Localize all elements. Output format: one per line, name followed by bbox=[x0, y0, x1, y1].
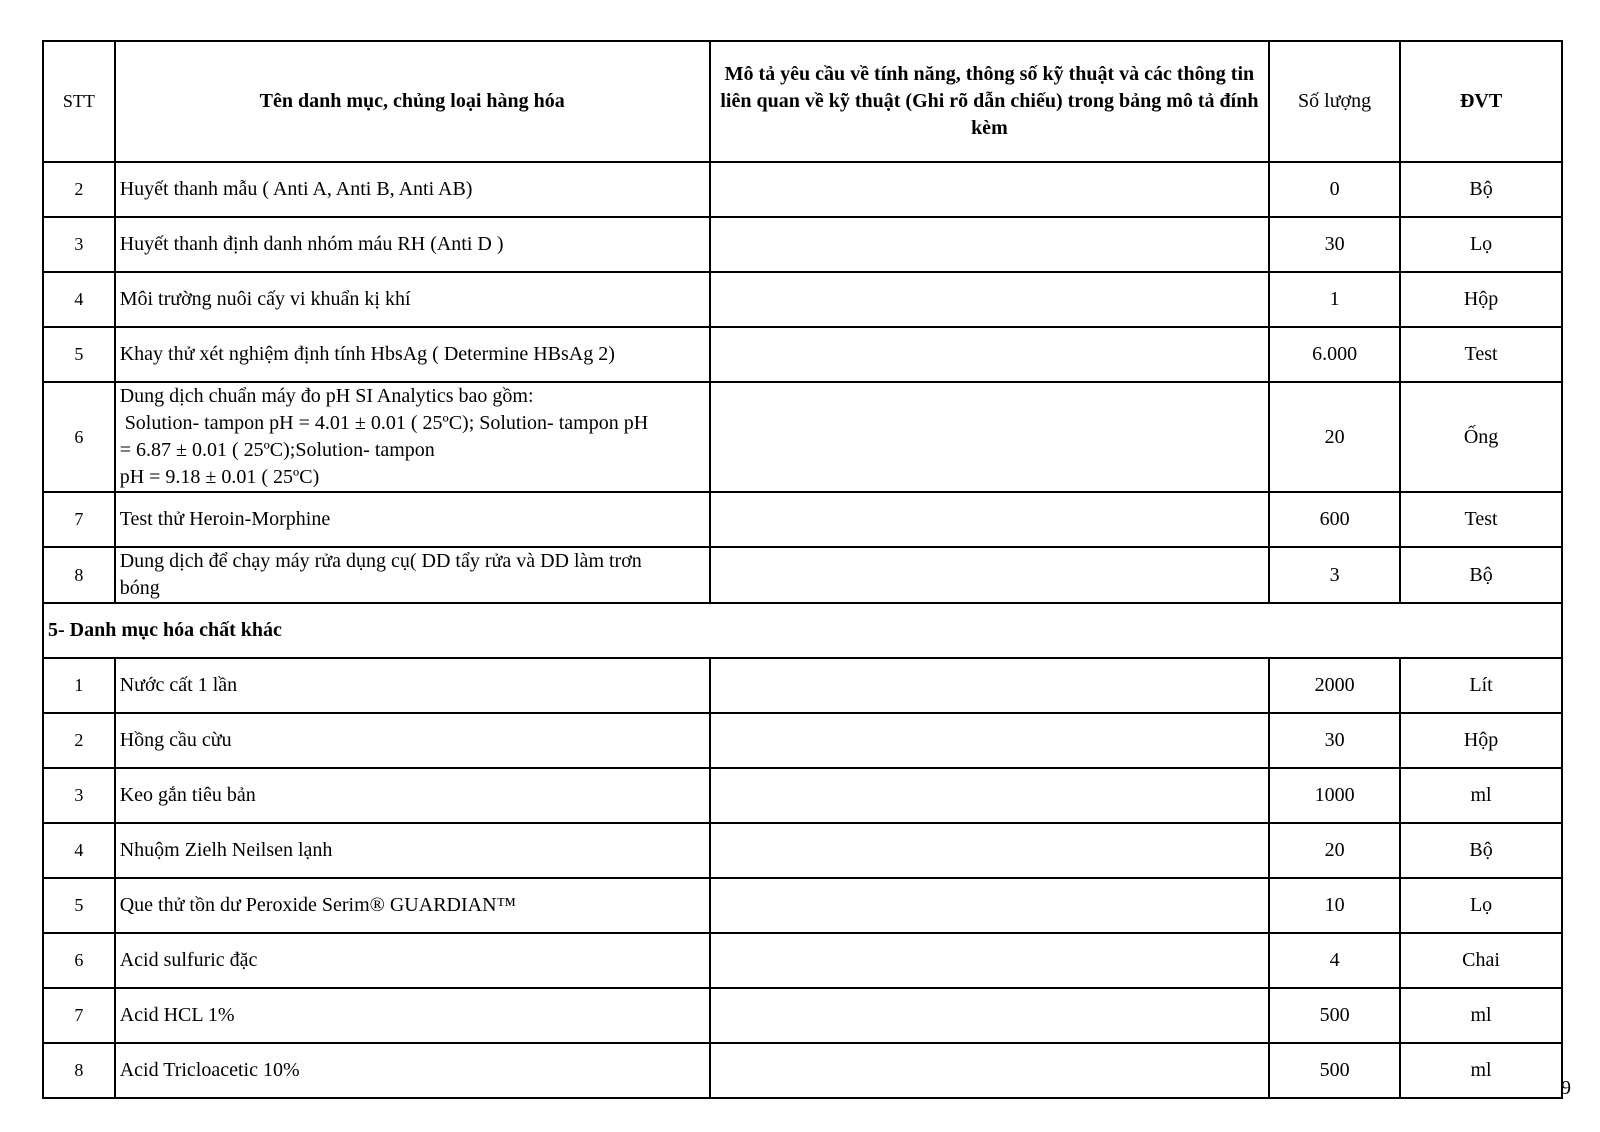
table-row bbox=[43, 713, 1562, 768]
cell-quantity: 500 bbox=[1269, 1043, 1400, 1098]
cell-stt: 8 bbox=[43, 1043, 115, 1098]
header-unit: ĐVT bbox=[1400, 41, 1562, 162]
cell-unit: Lít bbox=[1400, 658, 1562, 713]
page-number: 9 bbox=[1561, 1077, 1571, 1099]
cell-name: Test thử Heroin-Morphine bbox=[115, 492, 710, 547]
cell-unit: Hộp bbox=[1400, 713, 1562, 768]
cell-stt: 4 bbox=[43, 272, 115, 327]
cell-description bbox=[710, 217, 1269, 272]
table-row bbox=[43, 272, 1562, 327]
cell-description bbox=[710, 382, 1269, 492]
cell-stt: 7 bbox=[43, 988, 115, 1043]
cell-quantity: 4 bbox=[1269, 933, 1400, 988]
cell-stt: 8 bbox=[43, 547, 115, 603]
table-row bbox=[43, 382, 1562, 492]
cell-unit: Test bbox=[1400, 327, 1562, 382]
table-row bbox=[43, 547, 1562, 603]
cell-unit: Test bbox=[1400, 492, 1562, 547]
cell-stt: 5 bbox=[43, 327, 115, 382]
cell-stt: 5 bbox=[43, 878, 115, 933]
table-row bbox=[43, 1043, 1562, 1098]
cell-unit: Hộp bbox=[1400, 272, 1562, 327]
table-row bbox=[43, 823, 1562, 878]
cell-stt: 7 bbox=[43, 492, 115, 547]
cell-quantity: 2000 bbox=[1269, 658, 1400, 713]
cell-stt: 6 bbox=[43, 382, 115, 492]
cell-unit: ml bbox=[1400, 1043, 1562, 1098]
section-title: 5- Danh mục hóa chất khác bbox=[43, 603, 1562, 658]
cell-quantity: 30 bbox=[1269, 217, 1400, 272]
cell-name-line: = 6.87 ± 0.01 ( 25ºC);Solution- tampon bbox=[119, 439, 435, 461]
cell-quantity: 20 bbox=[1269, 382, 1400, 492]
cell-description bbox=[710, 492, 1269, 547]
cell-name: Que thử tồn dư Peroxide Serim® GUARDIAN™ bbox=[115, 878, 710, 933]
cell-name: Keo gắn tiêu bản bbox=[115, 768, 710, 823]
header-stt: STT bbox=[43, 41, 115, 162]
cell-name: Huyết thanh mẫu ( Anti A, Anti B, Anti AB) bbox=[115, 162, 710, 217]
cell-name bbox=[115, 547, 710, 603]
cell-quantity: 20 bbox=[1269, 823, 1400, 878]
cell-name-line: Dung dịch để chạy máy rửa dụng cụ( DD tẩy rửa và DD làm trơn bbox=[119, 550, 642, 572]
cell-name: Huyết thanh định danh nhóm máu RH (Anti D ) bbox=[115, 217, 710, 272]
cell-name-line: Dung dịch chuẩn máy đo pH SI Analytics bao gồm: bbox=[119, 385, 534, 407]
cell-quantity: 6.000 bbox=[1269, 327, 1400, 382]
cell-description bbox=[710, 658, 1269, 713]
cell-stt: 3 bbox=[43, 768, 115, 823]
cell-unit: Lọ bbox=[1400, 217, 1562, 272]
cell-quantity: 0 bbox=[1269, 162, 1400, 217]
cell-stt: 1 bbox=[43, 658, 115, 713]
cell-description bbox=[710, 162, 1269, 217]
items-table bbox=[42, 40, 1563, 1099]
header-name: Tên danh mục, chủng loại hàng hóa bbox=[115, 41, 710, 162]
header-description: Mô tả yêu cầu về tính năng, thông số kỹ thuật và các thông tin liên quan về kỹ thuật (Ghi rõ dẫn chiếu) trong bảng mô tả đính kèm bbox=[710, 41, 1269, 162]
table-row bbox=[43, 768, 1562, 823]
cell-quantity: 30 bbox=[1269, 713, 1400, 768]
cell-name-line: bóng bbox=[119, 577, 160, 599]
table-row bbox=[43, 878, 1562, 933]
cell-description bbox=[710, 327, 1269, 382]
cell-stt: 6 bbox=[43, 933, 115, 988]
table-row bbox=[43, 492, 1562, 547]
cell-unit: Bộ bbox=[1400, 547, 1562, 603]
cell-description bbox=[710, 713, 1269, 768]
cell-quantity: 1 bbox=[1269, 272, 1400, 327]
table-row bbox=[43, 162, 1562, 217]
cell-description bbox=[710, 1043, 1269, 1098]
cell-name: Khay thử xét nghiệm định tính HbsAg ( Determine HBsAg 2) bbox=[115, 327, 710, 382]
cell-name: Acid HCL 1% bbox=[115, 988, 710, 1043]
cell-quantity: 500 bbox=[1269, 988, 1400, 1043]
cell-description bbox=[710, 823, 1269, 878]
cell-description bbox=[710, 768, 1269, 823]
cell-name: Nhuộm Zielh Neilsen lạnh bbox=[115, 823, 710, 878]
cell-quantity: 10 bbox=[1269, 878, 1400, 933]
cell-name bbox=[115, 382, 710, 492]
cell-name: Môi trường nuôi cấy vi khuẩn kị khí bbox=[115, 272, 710, 327]
table-row bbox=[43, 217, 1562, 272]
table-row bbox=[43, 933, 1562, 988]
table-row bbox=[43, 658, 1562, 713]
cell-stt: 2 bbox=[43, 713, 115, 768]
table-row bbox=[43, 988, 1562, 1043]
cell-unit: Bộ bbox=[1400, 823, 1562, 878]
cell-stt: 2 bbox=[43, 162, 115, 217]
cell-quantity: 3 bbox=[1269, 547, 1400, 603]
cell-unit: ml bbox=[1400, 988, 1562, 1043]
cell-description bbox=[710, 933, 1269, 988]
cell-unit: Ống bbox=[1400, 382, 1562, 492]
cell-unit: Lọ bbox=[1400, 878, 1562, 933]
cell-quantity: 600 bbox=[1269, 492, 1400, 547]
cell-name-line: Solution- tampon pH = 4.01 ± 0.01 ( 25ºC); Solution- tampon pH bbox=[119, 412, 649, 434]
cell-quantity: 1000 bbox=[1269, 768, 1400, 823]
table-row bbox=[43, 327, 1562, 382]
cell-description bbox=[710, 878, 1269, 933]
cell-name: Hồng cầu cừu bbox=[115, 713, 710, 768]
cell-name: Nước cất 1 lần bbox=[115, 658, 710, 713]
cell-description bbox=[710, 547, 1269, 603]
cell-stt: 4 bbox=[43, 823, 115, 878]
cell-name: Acid Tricloacetic 10% bbox=[115, 1043, 710, 1098]
cell-description bbox=[710, 988, 1269, 1043]
header-quantity: Số lượng bbox=[1269, 41, 1400, 162]
cell-name: Acid sulfuric đặc bbox=[115, 933, 710, 988]
cell-unit: Chai bbox=[1400, 933, 1562, 988]
cell-unit: Bộ bbox=[1400, 162, 1562, 217]
cell-stt: 3 bbox=[43, 217, 115, 272]
cell-name-line: pH = 9.18 ± 0.01 ( 25ºC) bbox=[119, 466, 320, 488]
cell-unit: ml bbox=[1400, 768, 1562, 823]
table-header-row bbox=[43, 41, 1562, 162]
section-row bbox=[43, 603, 1562, 658]
cell-description bbox=[710, 272, 1269, 327]
